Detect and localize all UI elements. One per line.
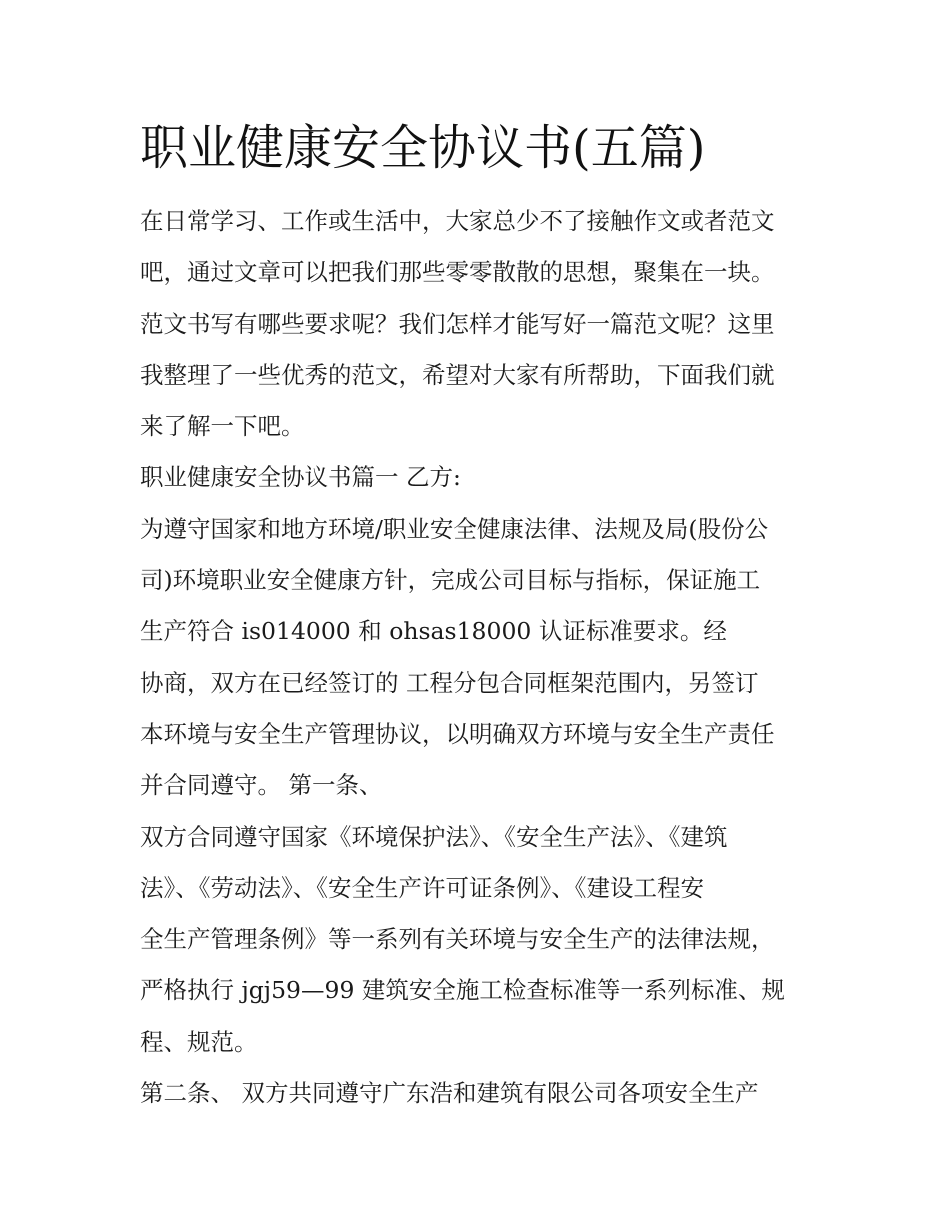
document-title: 职业健康安全协议书(五篇) (140, 120, 706, 176)
document-body (140, 196, 820, 1119)
body-line: 为遵守国家和地方环境/职业安全健康法律、法规及局(股份公 (140, 514, 769, 543)
body-line: 严格执行 jgj59—99 建筑安全施工检查标准等一系列标准、规 (140, 976, 785, 1005)
body-line: 程、规范。 (140, 1027, 258, 1056)
body-line: 并合同遵守。 第一条、 (140, 771, 383, 800)
body-line: 在日常学习、工作或生活中，大家总少不了接触作文或者范文 (140, 207, 775, 235)
body-line: 我整理了一些优秀的范文，希望对大家有所帮助，下面我们就 (140, 360, 775, 389)
body-line: 协商，双方在已经签订的 工程分包合同框架范围内，另签订 (140, 668, 759, 697)
body-line: 吧，通过文章可以把我们那些零零散散的思想，聚集在一块。 (140, 258, 775, 287)
body-line: 来了解一下吧。 (140, 412, 305, 441)
body-line: 司)环境职业安全健康方针，完成公司目标与指标，保证施工 (140, 566, 761, 595)
body-line: 第二条、 双方共同遵守广东浩和建筑有限公司各项安全生产 (140, 1079, 759, 1108)
body-line: 双方合同遵守国家《环境保护法》、《安全生产法》、《建筑 (140, 822, 728, 851)
body-line: 范文书写有哪些要求呢？我们怎样才能写好一篇范文呢？这里 (140, 309, 775, 338)
body-line: 本环境与安全生产管理协议，以明确双方环境与安全生产责任 (140, 719, 775, 748)
section-heading: 职业健康安全协议书篇一 乙方: (140, 463, 461, 492)
body-line: 法》、《劳动法》、《安全生产许可证条例》、《建设工程安 (140, 873, 704, 902)
body-line: 全生产管理条例》等一系列有关环境与安全生产的法律法规， (140, 925, 775, 954)
body-line: 生产符合 is014000 和 ohsas18000 认证标准要求。经 (140, 617, 727, 646)
